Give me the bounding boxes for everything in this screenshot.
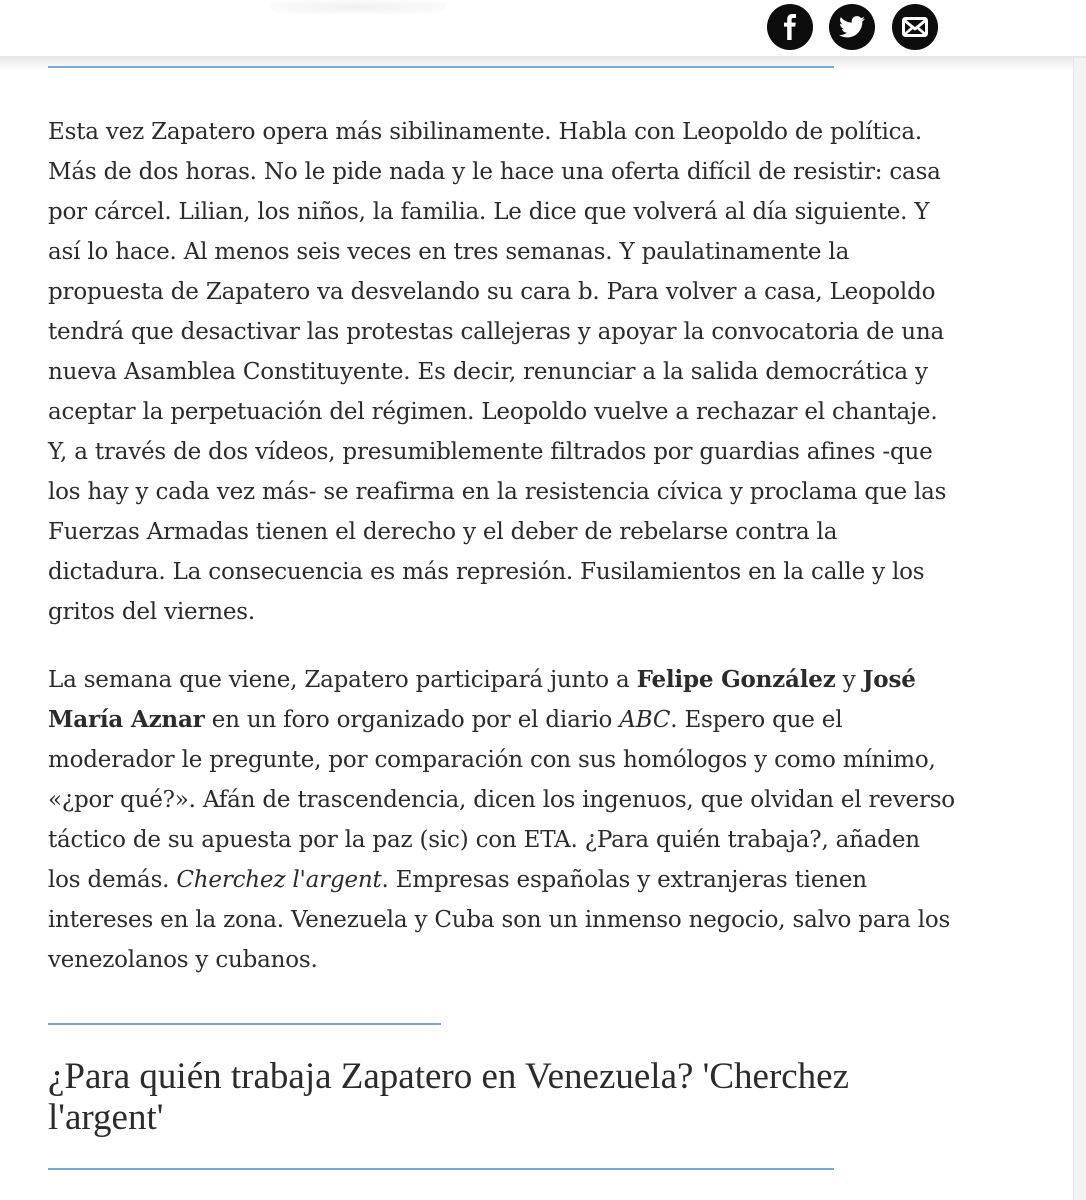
share-facebook-button[interactable] (767, 4, 813, 50)
person-name: Felipe González (636, 666, 836, 693)
top-bar (0, 0, 1086, 56)
share-email-button[interactable] (892, 4, 938, 50)
share-twitter-button[interactable] (829, 4, 875, 50)
text-run: . Espero que el moderador le pregunte, por comparación con sus homólogos y como mínimo, «¿por qué?». Afán de trascendencia, dicen los ingenuos, que olvidan el reverso táctico de su apuesta por la paz (sic) con ETA. ¿Para quién trabaja?, añaden los demás. (48, 707, 955, 893)
facebook-icon (779, 14, 801, 40)
twitter-icon (839, 16, 865, 38)
person-name: José María Aznar (48, 666, 916, 733)
section-divider-top (48, 66, 834, 68)
text-run: La semana que viene, Zapatero participará junto a (48, 667, 637, 693)
related-article-headline[interactable]: ¿Para quién trabaja Zapatero en Venezuela? 'Cherchez l'argent' (48, 1056, 850, 1138)
paragraph: Esta vez Zapatero opera más sibilinamente. Habla con Leopoldo de política. Más de dos horas. No le pide nada y le hace una oferta difícil de resistir: casa por cárcel. Lilian, los niños, la familia. Le dice que volverá al día siguiente. Y así lo hace. Al menos seis veces en tres semanas. Y paulatinamente la propuesta de Zapatero va desvelando su cara b. Para volver a casa, Leopoldo tendrá que desactivar las protestas callejeras y apoyar la convocatoria de una nueva Asamblea Constituyente. Es decir, renunciar a la salida democrática y aceptar la perpetuación del régimen. Leopoldo vuelve a rechazar el chantaje. Y, a través de dos vídeos, presumiblemente filtrados por guardias afines -que los hay y cada vez más- se reafirma en la resistencia cívica y proclama que las Fuerzas Armadas tienen el derecho y el deber de rebelarse contra la dictadura. La consecuencia es más represión. Fusilamientos en la calle y los gritos del viernes. (48, 119, 947, 625)
french-quote: Cherchez l'argent (176, 867, 382, 893)
text-run: y (835, 667, 863, 693)
text-run: en un foro organizado por el diario (204, 707, 620, 733)
text-run: . Empresas españolas y extranjeras tienen intereses en la zona. Venezuela y Cuba son un inmenso negocio, salvo para los venezolanos y cubanos. (48, 867, 951, 973)
page-scrollbar[interactable] (1073, 58, 1086, 1200)
email-icon (902, 17, 928, 37)
header-fade (268, 0, 448, 14)
paragraph (48, 660, 958, 980)
headline-divider-top (48, 1023, 441, 1025)
headline-divider-bottom (48, 1168, 834, 1170)
publication-name: ABC (619, 707, 671, 733)
article-body (48, 112, 958, 1008)
